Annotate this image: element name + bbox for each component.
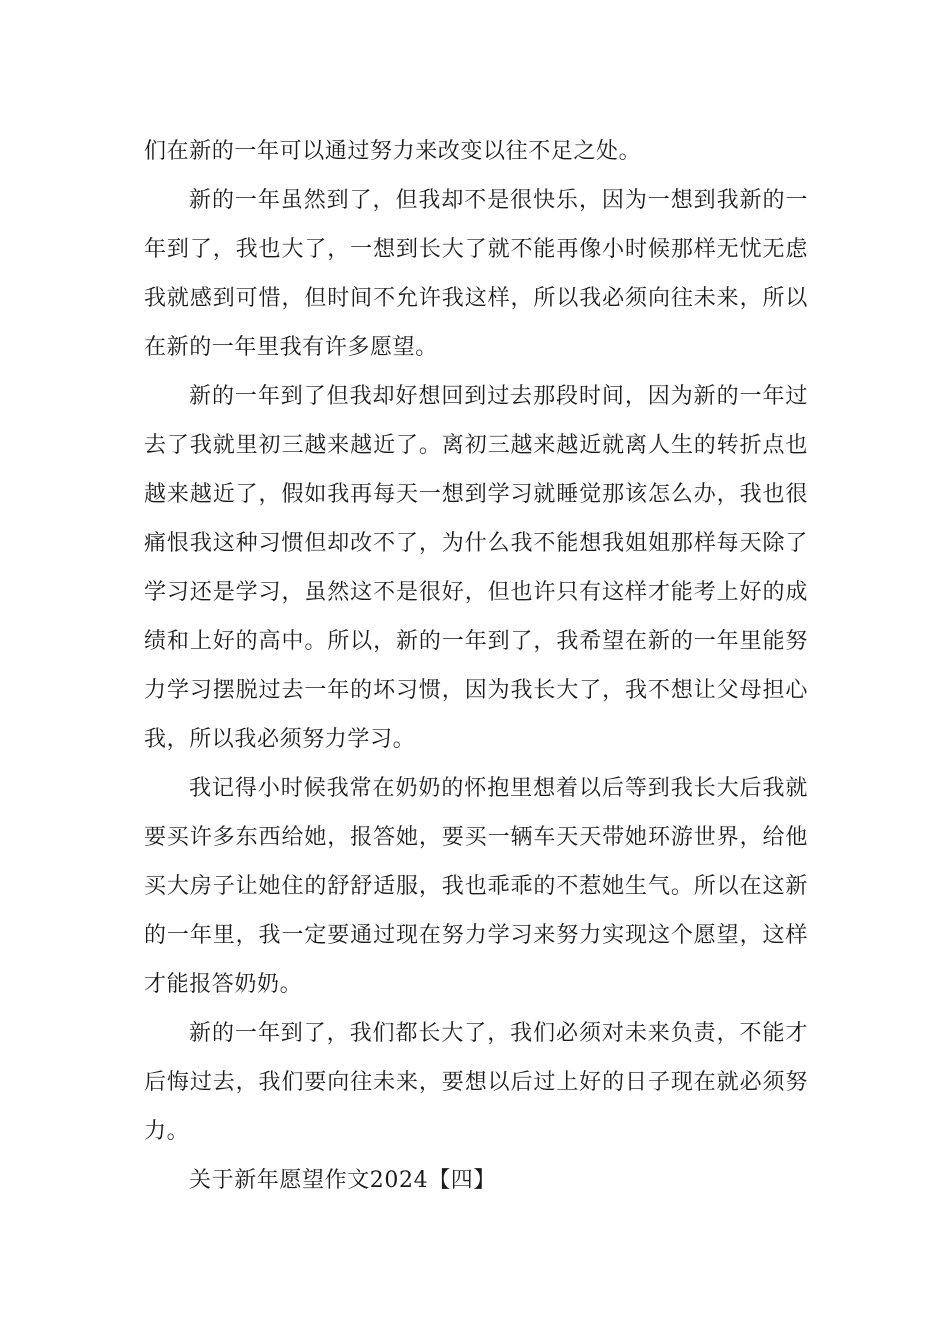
section-heading: 关于新年愿望作文2024【四】 [189, 1168, 496, 1193]
document-body [144, 127, 808, 1205]
paragraph-5: 新的一年到了，我们都长大了，我们必须对未来负责，不能才后悔过去，我们要向往未来，要想以后过上好的日子现在就必须努力。 [144, 1021, 808, 1144]
paragraph-4: 我记得小时候我常在奶奶的怀抱里想着以后等到我长大后我就要买许多东西给她，报答她，要买一辆车天天带她环游世界，给他买大房子让她住的舒舒适服，我也乖乖的不惹她生气。所以在这新的一年里，我一定要通过现在努力学习来努力实现这个愿望，这样才能报答奶奶。 [144, 776, 808, 997]
paragraph-2: 新的一年虽然到了，但我却不是很快乐，因为一想到我新的一年到了，我也大了，一想到长大了就不能再像小时候那样无忧无虑我就感到可惜，但时间不允许我这样，所以我必须向往未来，所以在新的一年里我有许多愿望。 [144, 188, 808, 360]
paragraph-1: 们在新的一年可以通过努力来改变以往不足之处。 [144, 139, 642, 164]
paragraph-3: 新的一年到了但我却好想回到过去那段时间，因为新的一年过去了我就里初三越来越近了。离初三越来越近就离人生的转折点也越来越近了，假如我再每天一想到学习就睡觉那该怎么办，我也很痛恨我这种习惯但却改不了，为什么我不能想我姐姐那样每天除了学习还是学习，虽然这不是很好，但也许只有这样才能考上好的成绩和上好的高中。所以，新的一年到了，我希望在新的一年里能努力学习摆脱过去一年的坏习惯，因为我长大了，我不想让父母担心我，所以我必须努力学习。 [144, 384, 808, 752]
